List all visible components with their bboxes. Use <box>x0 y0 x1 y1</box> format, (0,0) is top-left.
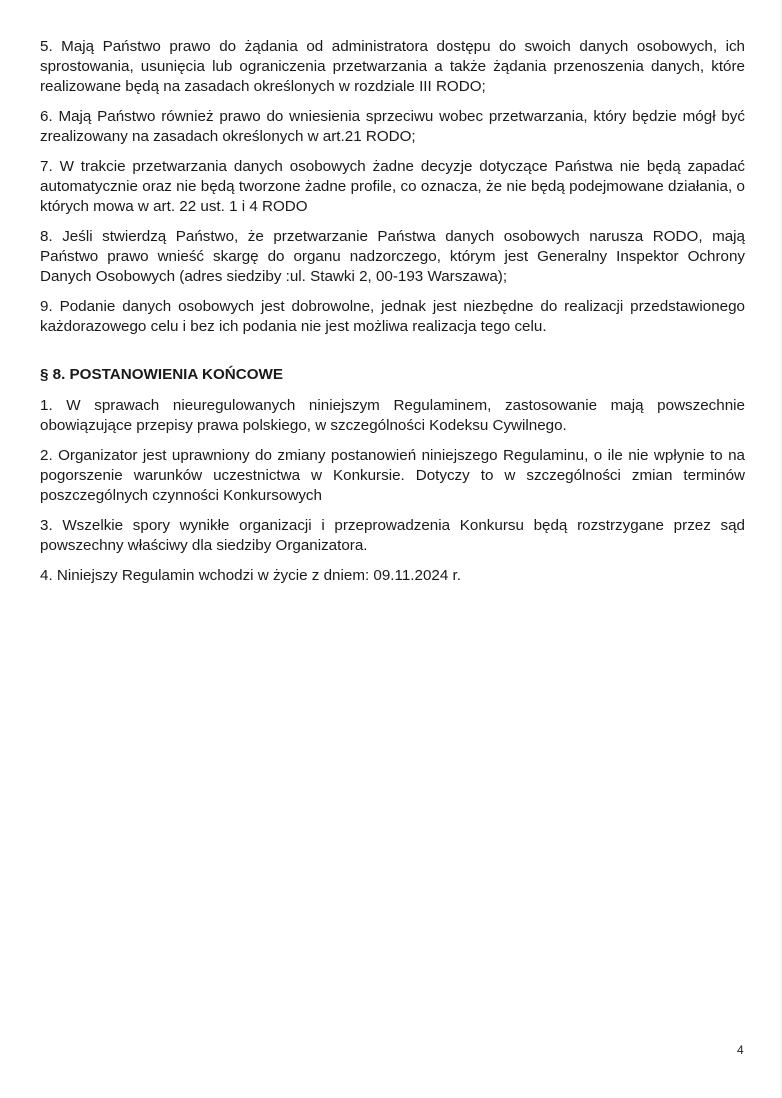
section-title: § 8. POSTANOWIENIA KOŃCOWE <box>40 366 284 383</box>
paragraph-item-6: 6. Mają Państwo również prawo do wniesienia sprzeciwu wobec przetwarzania, który będzie mógł być zrealizowany na zasadach określonych w art.21 RODO; <box>40 108 745 145</box>
page-number: 4 <box>737 1043 744 1057</box>
paragraph-item-7: 7. W trakcie przetwarzania danych osobowych żadne decyzje dotyczące Państwa nie będą zapadać automatycznie oraz nie będą tworzone żadne profile, co oznacza, że nie będą podejmowane działania, o których mowa w art. 22 ust. 1 i 4 RODO <box>40 158 745 215</box>
section-item-3: 3. Wszelkie spory wynikłe organizacji i przeprowadzenia Konkursu będą rozstrzygane przez sąd powszechny właściwy dla siedziby Organizatora. <box>40 517 745 554</box>
paragraph-item-9: 9. Podanie danych osobowych jest dobrowolne, jednak jest niezbędne do realizacji przedstawionego każdorazowego celu i bez ich podania nie jest możliwa realizacja tego celu. <box>40 298 745 335</box>
section-item-4: 4. Niniejszy Regulamin wchodzi w życie z dniem: 09.11.2024 r. <box>40 567 461 584</box>
section-item-2: 2. Organizator jest uprawniony do zmiany postanowień niniejszego Regulaminu, o ile nie wpłynie to na pogorszenie warunków uczestnictwa w Konkursie. Dotyczy to w szczególności zmian terminów poszczególnych czynności Konkursowych <box>40 447 745 504</box>
paragraph-item-8: 8. Jeśli stwierdzą Państwo, że przetwarzanie Państwa danych osobowych narusza RODO, mają Państwo prawo wnieść skargę do organu nadzorczego, którym jest Generalny Inspektor Ochrony Danych Osobowych (adres siedziby :ul. Stawki 2, 00-193 Warszawa); <box>40 228 745 285</box>
page-content <box>40 37 745 596</box>
section-item-1: 1. W sprawach nieuregulowanych niniejszym Regulaminem, zastosowanie mają powszechnie obowiązujące przepisy prawa polskiego, w szczególności Kodeksu Cywilnego. <box>40 397 745 434</box>
paragraph-item-5: 5. Mają Państwo prawo do żądania od administratora dostępu do swoich danych osobowych, ich sprostowania, usunięcia lub ograniczenia przetwarzania a także żądania przenoszenia danych, które realizowane będą na zasadach określonych w rozdziale III RODO; <box>40 38 745 95</box>
section-spacer <box>40 347 745 365</box>
